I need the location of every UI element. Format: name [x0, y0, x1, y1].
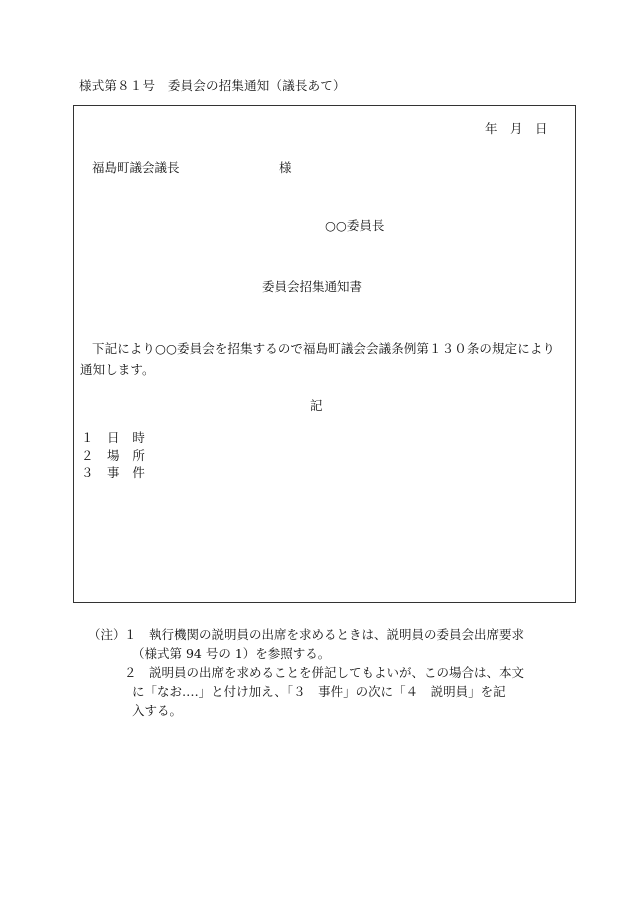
ki-marker: 記 [310, 398, 323, 413]
note-prefix: （注） [88, 627, 126, 642]
item-number: ２ [81, 448, 94, 463]
item-datetime [81, 432, 145, 445]
note-number: ２ [124, 665, 137, 680]
note-1 [124, 629, 524, 642]
item-label: 日 時 [107, 430, 146, 445]
item-label: 事 件 [107, 465, 146, 480]
recipient-honorific: 様 [279, 160, 292, 175]
note-line: に「なお‥‥」と付け加え、「３ 事件」の次に「４ 説明員」を記 [132, 684, 506, 699]
item-label: 場 所 [107, 448, 146, 463]
note-line: 入する。 [132, 703, 183, 718]
item-number: ３ [81, 465, 94, 480]
note-line: （様式第 94 号の 1）を参照する。 [132, 646, 331, 661]
sender: ○○委員長 [325, 218, 385, 233]
item-matter [81, 467, 145, 480]
note-2 [124, 667, 524, 680]
item-number: １ [81, 430, 94, 445]
body-text: 下記により○○委員会を招集するので福島町議会会議条例第１３０条の規定により通知します。 [80, 341, 556, 377]
form-title: 様式第８１号 委員会の招集通知（議長あて） [79, 78, 346, 93]
note-line: 執行機関の説明員の出席を求めるときは、説明員の委員会出席要求 [149, 627, 525, 642]
recipient: 福島町議会議長 [92, 160, 180, 175]
note-number: １ [124, 627, 137, 642]
item-place [81, 450, 145, 463]
document-title: 委員会招集通知書 [262, 279, 363, 294]
date-line: 年 月 日 [485, 121, 548, 136]
note-line: 説明員の出席を求めることを併記してもよいが、この場合は、本文 [149, 665, 525, 680]
